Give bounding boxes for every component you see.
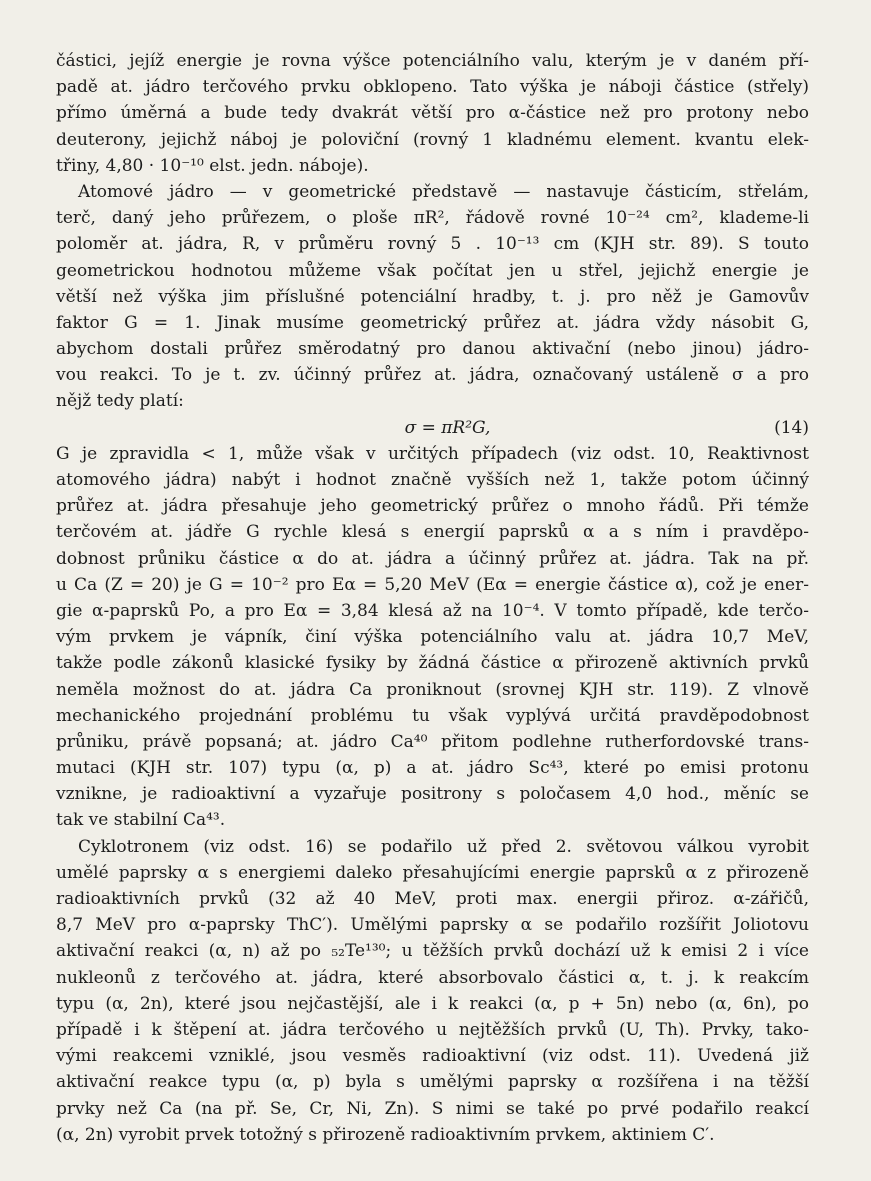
text-line: umělé paprsky α s energiemi daleko přesahujícími energie paprsků α z přirozeně <box>56 862 809 883</box>
text-line: třiny, 4,80 · 10⁻¹⁰ elst. jedn. náboje). <box>56 155 369 176</box>
text-line: 8,7 MeV pro α-paprsky ThC′). Umělými paprsky α se podařilo rozšířit Joliotovu <box>56 915 809 936</box>
text-line: vými reakcemi vzniklé, jsou vesměs radioaktivní (viz odst. 11). Uvedená již <box>56 1046 809 1067</box>
text-line: přímo úměrná a bude tedy dvakrát větší pro α-částice než pro protony nebo <box>56 103 809 124</box>
text-line: Atomové jádro — v geometrické představě — nastavuje částicím, střelám, <box>78 181 809 202</box>
text-line: takže podle zákonů klasické fysiky by žádná částice α přirozeně aktivních prvků <box>56 653 809 674</box>
text-line: průniku, právě popsaná; at. jádro Ca⁴⁰ přitom podlehne rutherfordovské trans- <box>56 731 809 752</box>
text-line: padě at. jádro terčového prvku obklopeno. Tato výška je náboji částice (střely) <box>56 77 809 98</box>
text-line: terčovém at. jádře G rychle klesá s energií paprsků α a s ním i pravděpo- <box>56 522 809 543</box>
equation-14 <box>56 415 809 441</box>
text-line: radioaktivních prvků (32 až 40 MeV, proti max. energii přiroz. α-zářičů, <box>56 889 809 909</box>
text-line: prvky než Ca (na př. Se, Cr, Ni, Zn). S nimi se také po prvé podařilo reakcí <box>56 1098 809 1119</box>
text-body <box>56 48 809 1148</box>
text-line: atomového jádra) nabýt i hodnot značně vyšších než 1, takže potom účinný <box>56 470 809 490</box>
text-line: aktivační reakci (α, n) až po ₅₂Te¹³⁰; u těžších prvků dochází už k emisi 2 i více <box>56 941 809 962</box>
text-line: případě i k štěpení at. jádra terčového u nejtěžších prvků (U, Th). Prvky, tako- <box>56 1019 809 1040</box>
text-line: částici, jejíž energie je rovna výšce potenciálního valu, kterým je v daném pří- <box>56 51 809 71</box>
text-line: faktor G = 1. Jinak musíme geometrický průřez at. jádra vždy násobit G, <box>56 312 809 333</box>
text-line: abychom dostali průřez směrodatný pro danou aktivační (nebo jinou) jádro- <box>56 339 809 360</box>
text-line: typu (α, 2n), které jsou nejčastější, ale i k reakci (α, p + 5n) nebo (α, 6n), po <box>56 993 809 1014</box>
text-line: nukleonů z terčového at. jádra, které absorbovalo částici α, t. j. k reakcím <box>56 967 809 988</box>
text-line: (α, 2n) vyrobit prvek totožný s přirozeně radioaktivním prvkem, aktiniem C′. <box>56 1124 715 1145</box>
text-line: u Ca (Z = 20) je G = 10⁻² pro Eα = 5,20 MeV (Eα = energie částice α), což je ener- <box>56 574 809 595</box>
text-line: Cyklotronem (viz odst. 16) se podařilo už před 2. světovou válkou vyrobit <box>78 836 809 857</box>
text-line: nějž tedy platí: <box>56 391 184 412</box>
text-line: neměla možnost do at. jádra Ca proniknout (srovnej KJH str. 119). Z vlnově <box>56 679 809 700</box>
text-line: terč, daný jeho průřezem, o ploše πR², řádově rovné 10⁻²⁴ cm², klademe-li <box>56 208 809 229</box>
text-line: deuterony, jejichž náboj je poloviční (rovný 1 kladnému element. kvantu elek- <box>56 129 809 150</box>
text-line: gie α-paprsků Po, a pro Eα = 3,84 klesá až na 10⁻⁴. V tomto případě, kde terčo- <box>56 600 809 621</box>
text-line: vznikne, je radioaktivní a vyzařuje positrony s poločasem 4,0 hod., měníc se <box>56 784 809 805</box>
text-line: tak ve stabilní Ca⁴³. <box>56 810 226 831</box>
text-line: geometrickou hodnotou můžeme však počítat jen u střel, jejichž energie je <box>56 260 809 281</box>
text-line: poloměr at. jádra, R, v průměru rovný 5 . 10⁻¹³ cm (KJH str. 89). S touto <box>56 234 809 255</box>
text-line: vou reakci. To je t. zv. účinný průřez at. jádra, označovaný ustáleně σ a pro <box>56 365 809 386</box>
text-line: vým prvkem je vápník, činí výška potenciálního valu at. jádra 10,7 MeV, <box>56 627 809 648</box>
text-line: G je zpravidla < 1, může však v určitých případech (viz odst. 10, Reaktivnost <box>56 443 809 464</box>
text-line: aktivační reakce typu (α, p) byla s umělými paprsky α rozšířena i na těžší <box>56 1072 809 1093</box>
equation-number: (14) <box>774 417 809 438</box>
equation-body: σ = πR²G, <box>404 417 491 438</box>
text-line: mechanického projednání problému tu však vyplývá určitá pravděpodobnost <box>56 705 809 726</box>
text-line: průřez at. jádra přesahuje jeho geometrický průřez o mnoho řádů. Při témže <box>56 496 809 517</box>
text-line: větší než výška jim příslušné potenciální hradby, t. j. pro něž je Gamovův <box>56 286 809 307</box>
text-line: dobnost průniku částice α do at. jádra a účinný průřez at. jádra. Tak na př. <box>56 548 809 569</box>
text-line: mutaci (KJH str. 107) typu (α, p) a at. jádro Sc⁴³, které po emisi protonu <box>56 758 809 779</box>
